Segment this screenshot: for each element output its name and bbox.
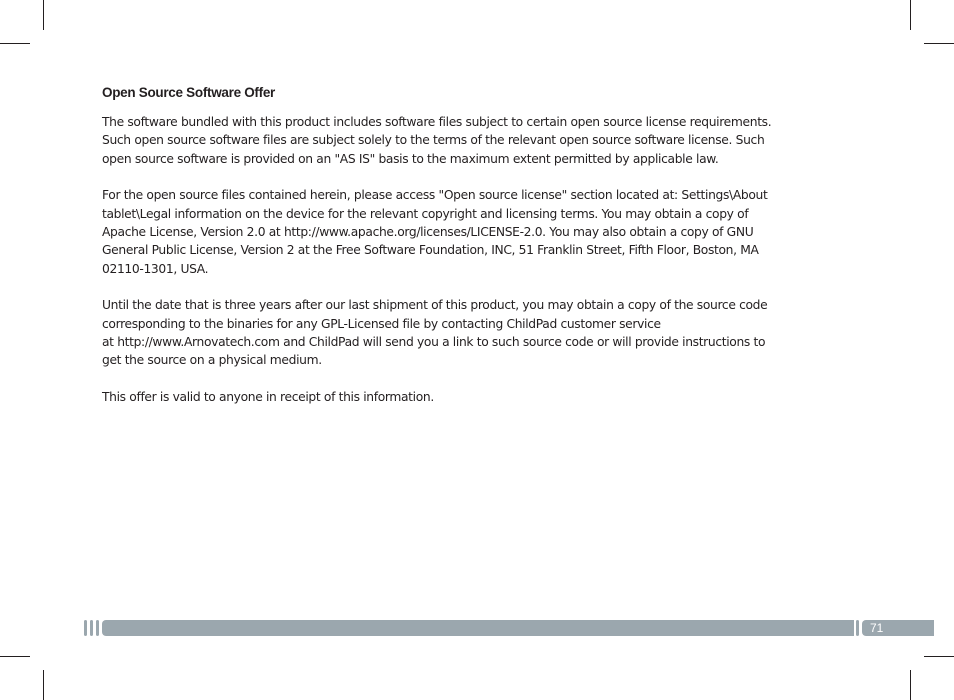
crop-mark-bottom-right-vertical [910,670,911,700]
text-line: get the source on a physical medium. [102,353,322,368]
footer-tick-decoration [90,620,93,636]
crop-mark-top-right-horizontal [924,43,954,44]
footer-tick-decoration [84,620,87,636]
text-line: Until the date that is three years after our last shipment of this product, you may obtain a copy of the source code [102,298,768,313]
text-line: General Public License, Version 2 at the Free Software Foundation, INC, 51 Franklin Street, Fifth Floor, Boston, MA [102,243,759,258]
crop-mark-bottom-left-vertical [43,670,44,700]
text-line: For the open source files contained herein, please access "Open source license" section located at: Settings\About [102,188,768,203]
text-line: tablet\Legal information on the device for the relevant copyright and licensing terms. You may obtain a copy of [102,206,749,221]
footer-bar [102,620,854,636]
paragraph-source-offer [102,296,862,370]
crop-mark-bottom-right-horizontal [924,656,954,657]
crop-mark-top-left-horizontal [0,43,30,44]
text-line: corresponding to the binaries for any GPL-Licensed file by contacting ChildPad customer service [102,316,661,331]
page-number: 71 [870,621,884,635]
paragraph-license-locations [102,186,862,278]
crop-mark-bottom-left-horizontal [0,656,30,657]
text-line: The software bundled with this product includes software files subject to certain open source license requirements. [102,115,772,129]
paragraph-intro [102,113,862,168]
text-line: open source software is provided on an "AS IS" basis to the maximum extent permitted by applicable law. [102,151,719,166]
text-line: Such open source software files are subject solely to the terms of the relevant open source software license. Such [102,133,765,148]
page-title: Open Source Software Offer [102,85,275,100]
footer-tick-decoration [856,620,859,636]
text-line: This offer is valid to anyone in receipt of this information. [102,389,434,404]
text-line: at http://www.Arnovatech.com and ChildPad will send you a link to such source code or will provide instructions to [102,335,766,350]
crop-mark-top-left-vertical [43,0,44,30]
text-line: Apache License, Version 2.0 at http://www.apache.org/licenses/LICENSE-2.0. You may also obtain a copy of GNU [102,225,754,240]
text-line: 02110-1301, USA. [102,261,209,276]
paragraph-validity [102,388,862,406]
document-body [102,83,862,424]
crop-mark-top-right-vertical [910,0,911,30]
footer-tick-decoration [96,620,99,636]
